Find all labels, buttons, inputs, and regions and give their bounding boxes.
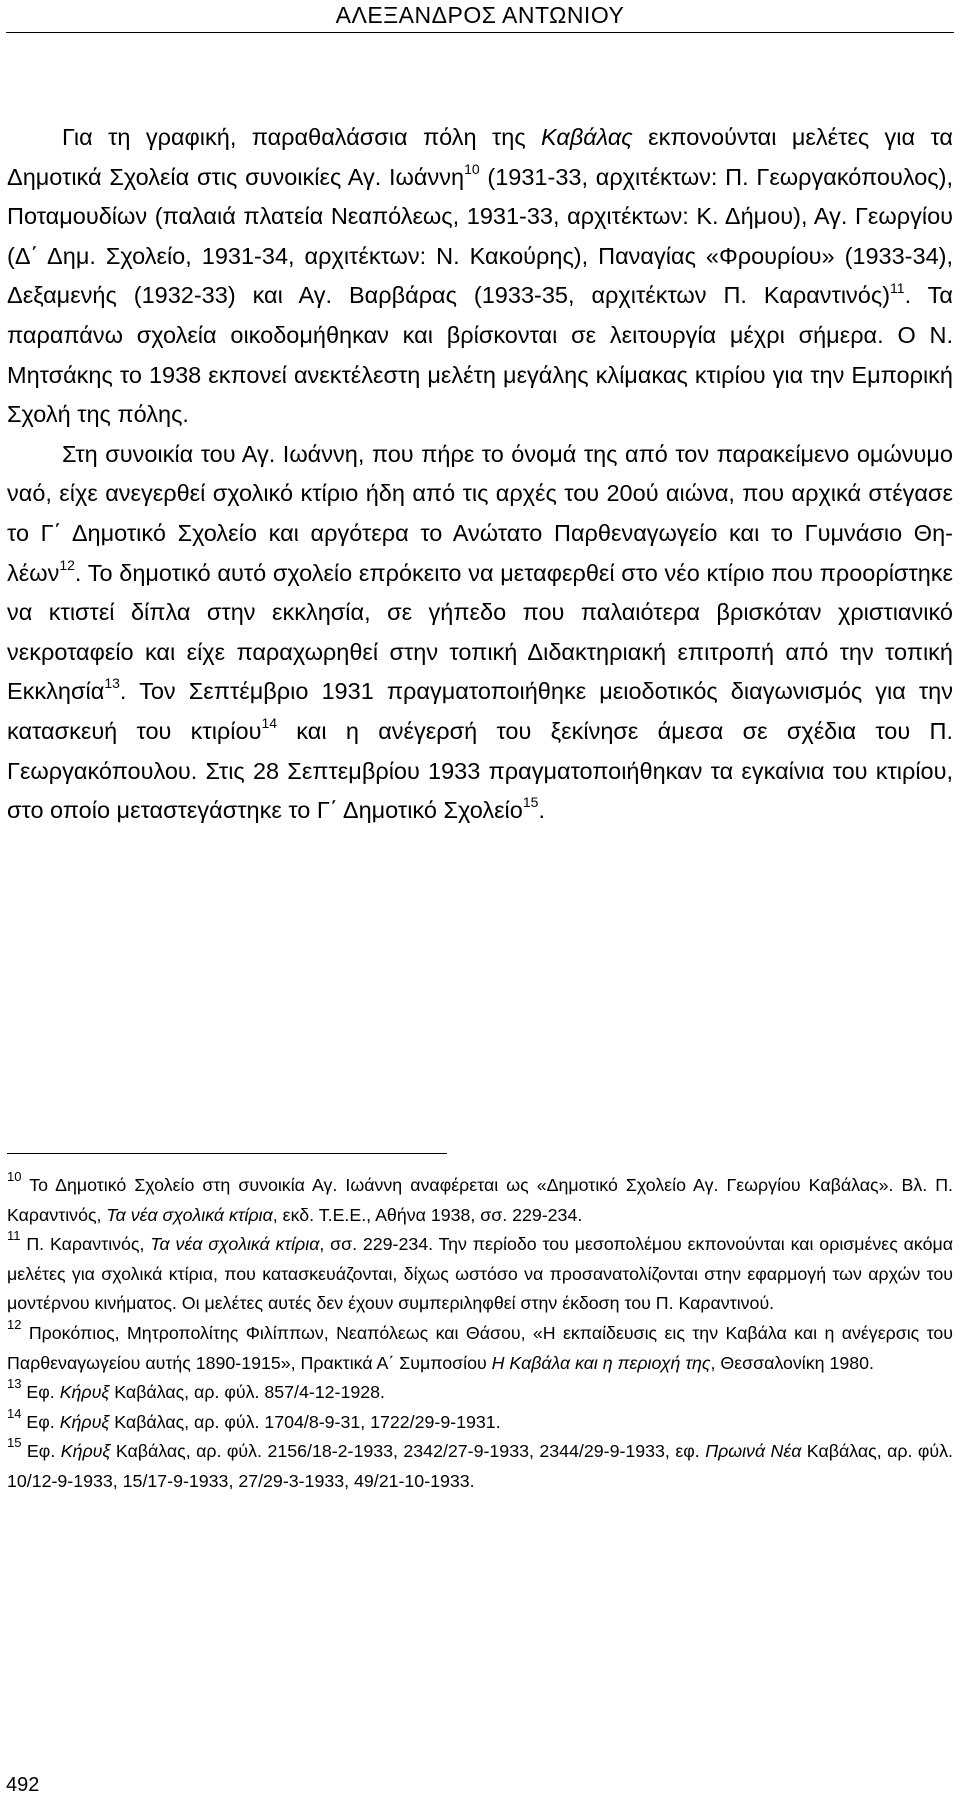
text-span: . Το δημοτικό αυτό σχολείο επρόκειτο να μεταφερθεί στο νέο κτίριο που προορίστηκε να κτιστεί δίπλα στην εκκλησία, σε γήπεδο που παλαιότερα βρισκόταν χριστιανικό νεκροταφείο και είχε παραχωρηθεί στην τοπική Διδακτηριακή επιτροπή από την τοπική Εκκλησία <box>7 559 953 705</box>
text-span: Εφ. <box>21 1411 60 1432</box>
running-header: ΑΛΕΞΑΝΔΡΟΣ ΑΝΤΩΝΙΟΥ <box>335 2 625 28</box>
footnotes <box>7 1171 953 1497</box>
main-text <box>7 118 953 831</box>
header-rule <box>6 32 954 33</box>
italic-title: Κήρυξ <box>59 1382 110 1403</box>
footnote-number: 11 <box>7 1228 21 1244</box>
footnote-number: 14 <box>7 1405 22 1421</box>
footnote-10 <box>7 1171 953 1230</box>
paragraph-2 <box>7 435 953 831</box>
footnote-ref-14: 14 <box>261 715 278 732</box>
text-span: . Τον Σεπτέμβριο 1931 πραγματοποιήθηκε μειοδοτικός διαγωνισμός για την κατασκευή του κτιρίου <box>7 678 953 744</box>
italic-title: Κήρυξ <box>60 1441 111 1462</box>
footnote-ref-15: 15 <box>522 794 539 811</box>
text-span: και η ανέγερσή του ξεκίνησε άμεσα σε σχέδια του Π. Γεωργακόπουλου. Στις 28 Σεπτεμβρίου 1933 πραγματοποιήθηκαν τα εγκαίνια του κτιρίου, στο οποίο μεταστεγάστηκε το Γ΄ Δημοτικό Σχολείο <box>7 717 954 824</box>
footnote-number: 12 <box>7 1317 22 1333</box>
text-span: . Τα παραπάνω σχολεία οικοδομήθηκαν και βρίσκονται σε λειτουργία μέχρι σήμερα. Ο Ν. Μητσάκης το 1938 εκπονεί ανεκτέλεστη μελέτη μεγάλης κλίμακας κτιρίου για την Εμπορική Σχολή της πόλης. <box>7 282 953 428</box>
italic-title: Η Καβάλα και η περιοχή της <box>491 1352 711 1373</box>
footnote-ref-10: 10 <box>464 160 480 177</box>
text-span: . <box>538 797 545 824</box>
footnote-14 <box>7 1405 953 1438</box>
footnote-ref-11: 11 <box>890 279 905 296</box>
text-span: Καβάλας, αρ. φύλ. 857/4-12-1928. <box>109 1382 385 1403</box>
footnote-12 <box>7 1319 953 1378</box>
page-number: 492 <box>6 1774 40 1796</box>
paragraph-1 <box>7 118 953 435</box>
italic-title: Τα νέα σχολικά κτίρια <box>150 1234 320 1255</box>
footnote-number: 10 <box>7 1169 22 1185</box>
text-span: , Θεσσαλονίκη 1980. <box>710 1352 874 1373</box>
footnote-ref-12: 12 <box>59 556 75 573</box>
footnote-13 <box>7 1378 953 1408</box>
footnote-11 <box>7 1230 953 1319</box>
text-span: Καβάλας, αρ. φύλ. 10/12-9-1933, 15/17-9-1933, 27/29-3-1933, 49/21-10-1933. <box>7 1441 953 1491</box>
text-span: Για τη γραφική, παραθαλάσσια πόλη της <box>62 124 542 150</box>
text-span: Το Δημοτικό Σχολείο στη συνοικία Αγ. Ιωάννη αναφέρεται ως «Δημοτικό Σχολείο Αγ. Γεωργίου Καβάλας». Βλ. Π. Καραντινός, <box>7 1175 953 1225</box>
text-span: (1931-33, αρχιτέκτων: Π. Γεωργακόπουλος), Ποταμουδίων (παλαιά πλατεία Νεαπόλεως, 1931-33, αρχιτέκτων: Κ. Δήμου), Αγ. Γεωργίου (Δ΄ Δημ. Σχολείο, 1931-34, αρχιτέκτων: Ν. Κακούρης), Παναγίας «Φρουρίου» (1933-34), Δεξαμενής (1932-33) και Αγ. Βαρβάρας (1933-35, αρχιτέκτων Π. Καραντινός) <box>7 163 953 309</box>
italic-title: Τα νέα σχολικά κτίρια <box>106 1204 273 1225</box>
italic-title: Κήρυξ <box>59 1411 110 1432</box>
text-span: Εφ. <box>21 1382 60 1403</box>
text-span: Προκόπιος, Μητροπολίτης Φιλίππων, Νεαπόλεως και Θάσου, «Η εκπαίδευσις εις την Καβάλα και η ανέγερσις του Παρθεναγωγείου αυτής 1890-1915», Πρακτικά Α΄ Συμποσίου <box>7 1322 953 1373</box>
footnote-ref-13: 13 <box>104 675 120 692</box>
footnote-15 <box>7 1437 953 1496</box>
footnote-number: 13 <box>7 1376 22 1392</box>
text-span: Καβάλας, αρ. φύλ. 1704/8-9-31, 1722/29-9-1931. <box>109 1411 501 1432</box>
text-span: Π. Καραντινός, <box>20 1234 151 1255</box>
text-span: , εκδ. Τ.Ε.Ε., Αθήνα 1938, σσ. 229-234. <box>272 1204 583 1225</box>
text-span: Στη συνοικία του Αγ. Ιωάννη, που πήρε το όνομά της από τον παρακείμενο ομώνυμο ναό, είχε ανεγερθεί σχολικό κτίριο ήδη από τις αρχές του 20ού αιώνα, που αρχικά στέγασε το Γ΄ Δημοτικό Σχολείο και αργότερα το Ανώτατο Παρθεναγωγείο και το Γυμνάσιο Θηλέων <box>7 440 953 586</box>
text-span: Καβάλας, αρ. φύλ. 2156/18-2-1933, 2342/27-9-1933, 2344/29-9-1933, εφ. <box>110 1441 706 1462</box>
italic-place-name: Καβάλας <box>541 124 633 150</box>
footnote-separator <box>7 1153 447 1154</box>
text-span: , σσ. 229-234. Την περίοδο του μεσοπολέμου εκπονούνται και ορισμένες ακόμα μελέτες για σχολικά κτίρια, που κατασκευάζονται, δίχως ωστόσο να προσανατολίζονται στην εφαρμογή των αρχών του μοντέρνου κινήματος. Οι μελέτες αυτές δεν έχουν συμπεριληφθεί στην έκδοση του Π. Καραντινού. <box>7 1234 954 1314</box>
text-span: εκπονούνται μελέτες για τα Δημοτικά Σχολεία στις συνοικίες Αγ. Ιωάννη <box>7 124 953 190</box>
text-span: Εφ. <box>21 1441 61 1462</box>
footnote-number: 15 <box>7 1435 22 1451</box>
italic-title: Πρωινά Νέα <box>705 1441 802 1462</box>
